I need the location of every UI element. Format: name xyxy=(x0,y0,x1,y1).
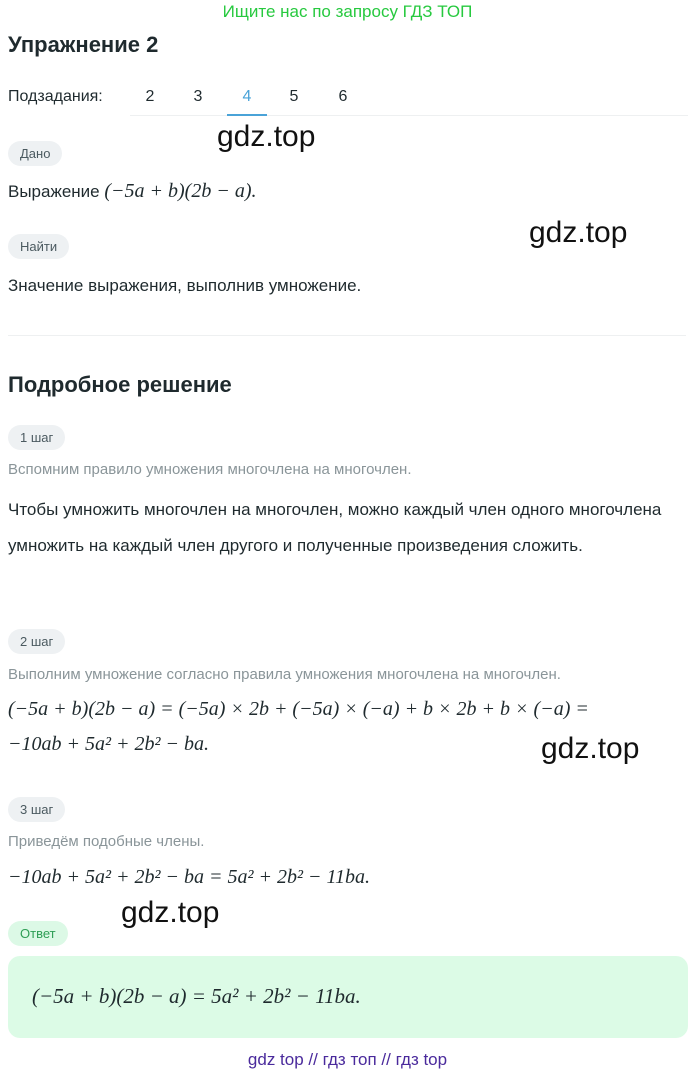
answer-expression: (−5a + b)(2b − a) = 5a² + 2b² − 11ba. xyxy=(32,984,361,1008)
watermark: gdz.top xyxy=(541,732,640,765)
given-badge: Дано xyxy=(8,141,62,166)
given-text xyxy=(8,180,257,203)
find-text: Значение выражения, выполнив умножение. xyxy=(8,276,362,295)
step-2-line-1: (−5a + b)(2b − a) = (−5a) × 2b + (−5a) × (−a) + b × 2b + b × (−a) = xyxy=(8,698,589,720)
subtasks-nav xyxy=(8,86,688,116)
step-2-hint: Выполним умножение согласно правила умножения многочлена на многочлен. xyxy=(8,666,561,683)
search-banner: Ищите нас по запросу ГДЗ ТОП xyxy=(222,2,473,21)
watermark: gdz.top xyxy=(529,216,628,249)
section-divider xyxy=(8,335,686,336)
watermark: gdz.top xyxy=(121,896,220,929)
step-1-hint: Вспомним правило умножения многочлена на многочлен. xyxy=(8,461,412,478)
answer-badge: Ответ xyxy=(8,921,68,946)
tab-subtask-4[interactable]: 4 xyxy=(227,88,267,106)
step-2-line-2: −10ab + 5a² + 2b² − ba. xyxy=(8,733,209,755)
tab-subtask-5[interactable]: 5 xyxy=(289,88,299,105)
step-3-hint: Приведём подобные члены. xyxy=(8,833,205,850)
subtasks-divider xyxy=(130,115,688,116)
step-1-badge: 1 шаг xyxy=(8,425,65,450)
step-1-text: Чтобы умножить многочлен на многочлен, можно каждый член одного многочлена умножить на каждый член другого и полученные произведения сложить. xyxy=(8,500,662,555)
solution-title: Подробное решение xyxy=(8,372,232,397)
given-expression: (−5a + b)(2b − a). xyxy=(104,180,257,202)
step-2-badge: 2 шаг xyxy=(8,629,65,654)
find-badge: Найти xyxy=(8,234,69,259)
tab-subtask-3[interactable]: 3 xyxy=(193,88,203,105)
tab-subtask-6[interactable]: 6 xyxy=(338,88,348,105)
subtasks-label: Подзадания: xyxy=(8,88,103,105)
answer-box xyxy=(8,956,688,1038)
page-title: Упражнение 2 xyxy=(8,32,159,57)
footer-links: gdz top // гдз топ // гдз top xyxy=(247,1050,448,1069)
tab-subtask-2[interactable]: 2 xyxy=(145,88,155,105)
step-3-line-1: −10ab + 5a² + 2b² − ba = 5a² + 2b² − 11ba. xyxy=(8,866,370,888)
step-3-badge: 3 шаг xyxy=(8,797,65,822)
watermark: gdz.top xyxy=(217,120,316,153)
given-prefix: Выражение xyxy=(8,182,105,201)
